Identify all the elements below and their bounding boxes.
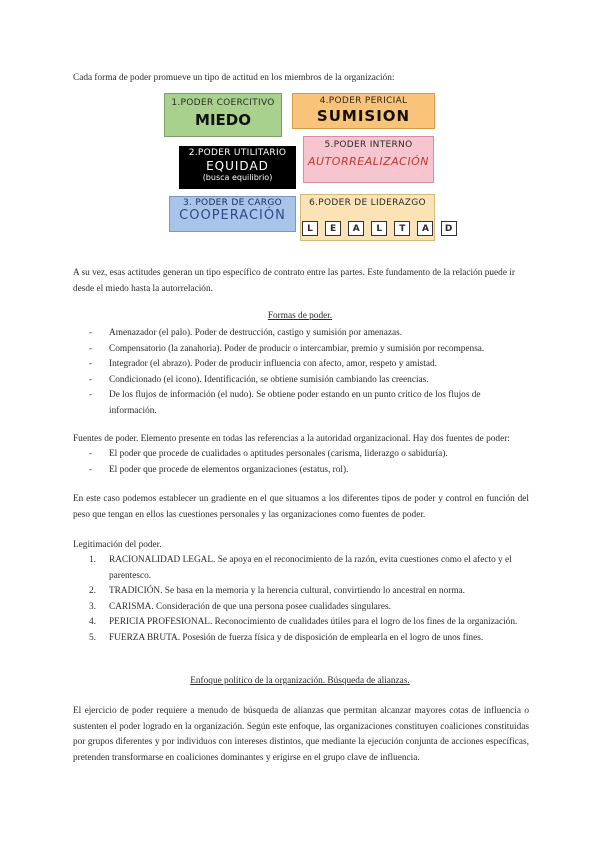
card-note: (busca equilibrio) — [202, 173, 273, 182]
list-legitimacion — [73, 553, 529, 646]
list-item — [73, 631, 529, 647]
item-number: 5. — [89, 632, 96, 643]
card-label: 3. PODER DE CARGO — [182, 198, 283, 208]
list-item: - De los flujos de información (el nudo). Se obtiene poder estando en un punto crítico de los flujos de información. — [73, 388, 529, 419]
item-number: 3. — [89, 601, 96, 612]
list-item — [73, 584, 529, 600]
letter-tile: A — [348, 221, 364, 236]
letter-tile: T — [394, 221, 410, 236]
lealtad-tiles — [301, 216, 453, 236]
paragraph-contrato: A su vez, esas actitudes generan un tipo específico de contrato entre las partes. Este fundamento de la relación puede ir desde el miedo hasta la autorrelación. — [73, 268, 515, 294]
item-text: FUERZA BRUTA. Posesión de fuerza física y de disposición de emplearla en el logro de unos fines. — [109, 632, 484, 643]
card-poder-utilitario — [179, 146, 296, 189]
paragraph-gradiente: En este caso podemos establecer un gradiente en el que situamos a los diferentes tipos de poder y control en función del peso que tengan en ellos las cuestiones personales y las organizaciones como fuentes de poder. — [73, 494, 529, 520]
list-item: - El poder que procede de cualidades o aptitudes personales (carisma, liderazgo o sabiduría). — [73, 447, 529, 463]
item-number: 1. — [89, 555, 96, 565]
list-item: - Amenazador (el palo). Poder de destrucción, castigo y sumisión por amenazas. — [73, 326, 529, 342]
card-label: 2.PODER UTILITARIO — [188, 148, 287, 158]
card-poder-liderazgo — [300, 194, 453, 241]
item-text: CARISMA. Consideración de que una persona posee cualidades singulares. — [109, 601, 391, 612]
item-number: 4. — [89, 617, 96, 627]
paragraph-enfoque: El ejercicio de poder requiere a menudo de búsqueda de alianzas que permitan alcanzar mayores cotas de influencia o sustenten el poder logrado en la organización. Según este enfoque, las organizaciones constituyen coaliciones constituidas por grupos diferentes y por individuos con intereses distintos, que mediante la ejecución conjunta de acciones específicas, pretenden transformarse en coaliciones dominantes y erigirse en el grupo clave de influencia. — [73, 706, 529, 763]
card-word: SUMISION — [316, 107, 411, 125]
item-number: 2. — [89, 586, 96, 596]
card-word: COOPERACIÓN — [179, 208, 286, 223]
item-text: TRADICIÓN. Se basa en la memoria y la herencia cultural, convirtiendo lo ancestral en norma. — [109, 586, 465, 596]
letter-tile: E — [325, 221, 341, 236]
fuentes-intro: Fuentes de poder. Elemento presente en todas las referencias a la autoridad organizacional. Hay dos fuentes de poder: — [73, 434, 510, 444]
letter-tile: L — [302, 221, 318, 236]
card-poder-pericial — [292, 93, 435, 129]
heading-enfoque-politico: Enfoque político de la organización. Búsqueda de alianzas. — [190, 676, 410, 686]
card-word: EQUIDAD — [206, 159, 269, 173]
item-text: PERICIA PROFESIONAL. Reconocimiento de cualidades útiles para el logro de los fines de la organización. — [109, 617, 518, 627]
list-item: - Integrador (el abrazo). Poder de producir influencia con afecto, amor, respeto y amistad. — [73, 357, 529, 373]
card-poder-cargo — [169, 196, 296, 232]
heading-formas-poder: Formas de poder. — [267, 311, 333, 321]
card-poder-interno — [303, 136, 434, 183]
list-item: - Condicionado (el icono). Identificación, se obtiene sumisión cambiando las creencias. — [73, 373, 529, 389]
list-item — [73, 553, 529, 584]
list-fuentes-poder — [73, 447, 529, 478]
card-label: 6.PODER DE LIDERAZGO — [309, 198, 426, 208]
card-poder-coercitivo — [164, 93, 282, 137]
card-label: 1.PODER COERCITIVO — [171, 98, 275, 108]
card-word: AUTORREALIZACIÓN — [308, 155, 429, 168]
card-label: 4.PODER PERICIAL — [319, 96, 408, 106]
list-item — [73, 600, 529, 616]
card-label: 5.PODER INTERNO — [324, 140, 413, 150]
intro-text: Cada forma de poder promueve un tipo de actitud en los miembros de la organización: — [73, 73, 395, 83]
letter-tile: D — [441, 221, 457, 236]
list-item — [73, 615, 529, 631]
letter-tile: L — [371, 221, 387, 236]
list-formas-poder — [73, 326, 529, 419]
legitimacion-title: Legitimación del poder. — [73, 540, 162, 550]
card-word: MIEDO — [195, 111, 251, 129]
list-item: - El poder que procede de elementos organizaciones (estatus, rol). — [73, 463, 529, 479]
list-item: - Compensatorio (la zanahoria). Poder de producir o intercambiar, premio y sumisión por recompensa. — [73, 342, 529, 358]
item-text: RACIONALIDAD LEGAL. Se apoya en el reconocimiento de la razón, evita cuestiones como el afecto y el parentesco. — [109, 555, 512, 581]
letter-tile: A — [417, 221, 433, 236]
